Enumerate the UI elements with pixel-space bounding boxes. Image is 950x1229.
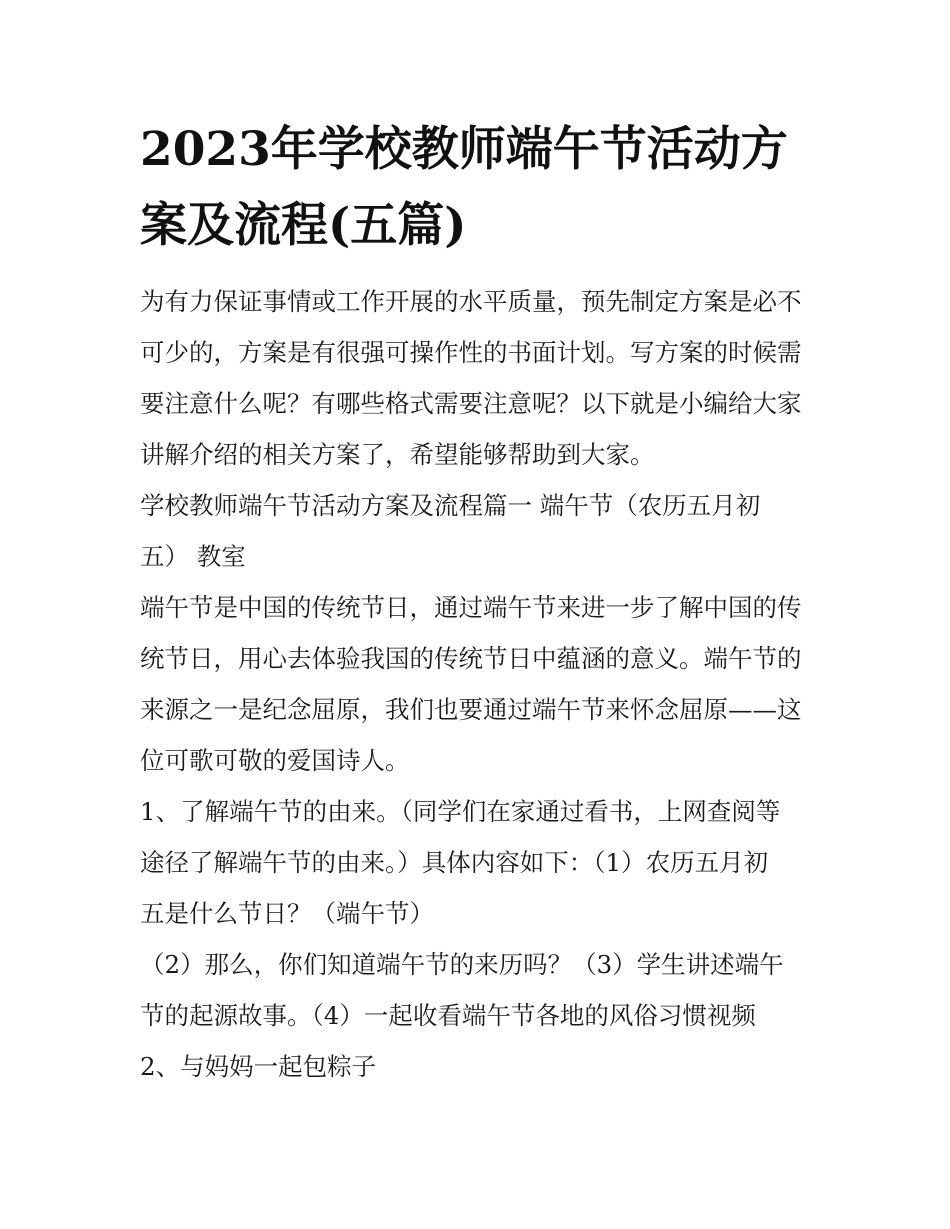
body-line: 五是什么节日？（端午节） (140, 899, 434, 928)
body-line: （2）那么，你们知道端午节的来历吗？（3）学生讲述端午 (140, 950, 784, 979)
document-title (140, 112, 820, 264)
body-line: 位可歌可敬的爱国诗人。 (140, 746, 410, 775)
body-line: 端午节是中国的传统节日，通过端午节来进一步了解中国的传 (140, 593, 802, 622)
title-line-1: 2023年学校教师端午节活动方 (140, 122, 788, 177)
body-line: 来源之一是纪念屈原，我们也要通过端午节来怀念屈原——这 (140, 695, 802, 724)
body-line: 要注意什么呢？有哪些格式需要注意呢？以下就是小编给大家 (140, 389, 802, 418)
body-line: 学校教师端午节活动方案及流程篇一 端午节（农历五月初 (140, 491, 761, 520)
body-line: 1、了解端午节的由来。（同学们在家通过看书，上网查阅等 (140, 797, 781, 826)
body-line: 统节日，用心去体验我国的传统节日中蕴涵的意义。端午节的 (140, 644, 802, 673)
body-line: 五） 教室 (140, 542, 246, 571)
document-body (140, 276, 830, 1092)
body-line: 节的起源故事。（4）一起收看端午节各地的风俗习惯视频 (140, 1001, 756, 1030)
title-line-2: 案及流程(五篇) (140, 198, 467, 253)
body-line: 为有力保证事情或工作开展的水平质量，预先制定方案是必不 (140, 287, 802, 316)
body-line: 可少的，方案是有很强可操作性的书面计划。写方案的时候需 (140, 338, 802, 367)
body-line: 2、与妈妈一起包粽子 (140, 1052, 377, 1081)
body-line: 讲解介绍的相关方案了，希望能够帮助到大家。 (140, 440, 655, 469)
body-line: 途径了解端午节的由来。）具体内容如下：（1）农历五月初 (140, 848, 769, 877)
